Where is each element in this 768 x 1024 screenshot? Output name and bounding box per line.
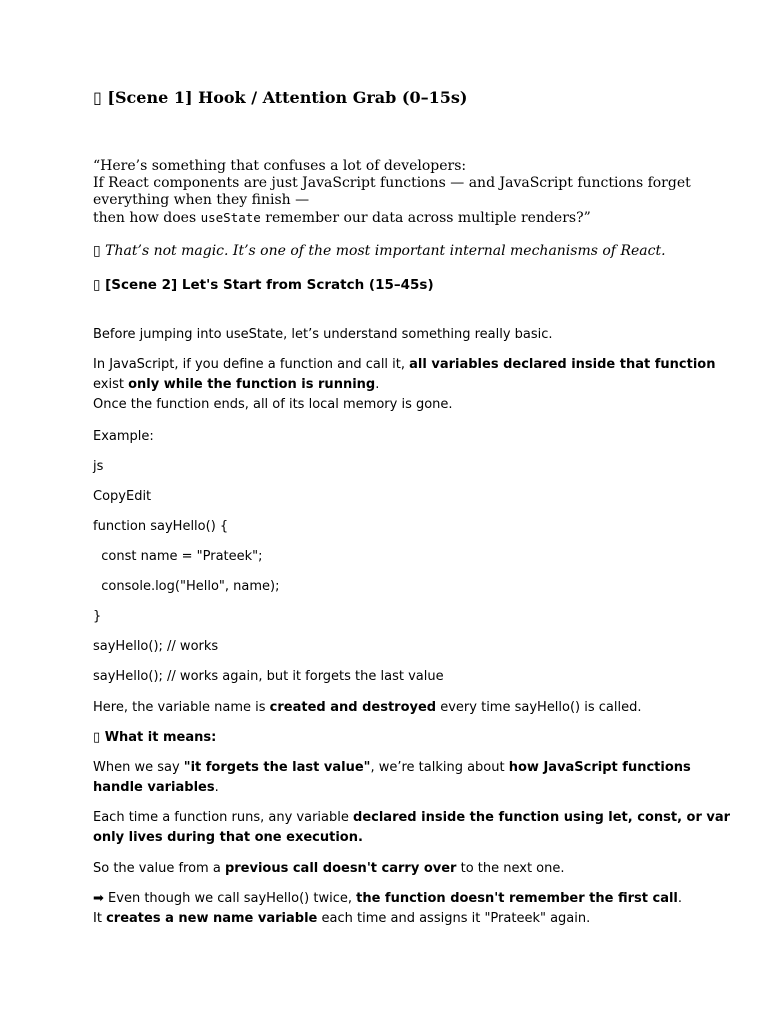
- paragraph-created-destroyed: [93, 698, 642, 718]
- what-it-means-title: What it means:: [104, 730, 217, 745]
- quote-line-2: If React components are just JavaScript functions — and JavaScript functions forget: [93, 175, 691, 191]
- bold-run: declared inside the function using let, const, or var: [353, 810, 731, 825]
- text-run: When we say: [93, 760, 184, 775]
- text-run: Once the function ends, all of its local memory is gone.: [93, 397, 453, 412]
- bold-run: only lives during that one execution.: [93, 830, 363, 845]
- text-run: .: [214, 780, 219, 795]
- quote-line-1: “Here’s something that confuses a lot of developers:: [93, 158, 467, 174]
- bold-run: all variables declared inside that function: [409, 357, 716, 372]
- paragraph-local-variables: [93, 355, 715, 415]
- magic-text: That’s not magic. It’s one of the most important internal mechanisms of React.: [105, 243, 666, 259]
- quote-line-4-pre: then how does: [93, 210, 201, 226]
- scene1-heading: [93, 88, 467, 107]
- placeholder-glyph-icon: ▯: [93, 88, 102, 107]
- paragraph-twice: [93, 889, 682, 929]
- what-it-means-heading: [93, 728, 216, 748]
- text-run: Even though we call sayHello() twice,: [103, 891, 357, 906]
- placeholder-glyph-icon: ▯: [93, 243, 101, 259]
- paragraph-intro: Before jumping into useState, let’s understand something really basic.: [93, 327, 553, 342]
- copy-edit-label[interactable]: CopyEdit: [93, 489, 152, 504]
- text-run: .: [677, 891, 683, 906]
- text-run: So the value from a: [93, 861, 225, 876]
- bold-run: previous call doesn't carry over: [224, 861, 457, 876]
- hook-quote: [93, 158, 691, 227]
- inline-code-usestate: useState: [200, 210, 261, 225]
- text-run: to the next one.: [456, 861, 565, 876]
- right-arrow-icon: ➡: [93, 891, 104, 906]
- example-label: Example:: [93, 429, 154, 444]
- scene2-heading: [93, 277, 434, 293]
- scene2-title: [Scene 2] Let's Start from Scratch (15–45s): [105, 277, 434, 293]
- code-line: function sayHello() {: [93, 519, 229, 534]
- paragraph-each-time: [93, 808, 730, 848]
- placeholder-glyph-icon: ▯: [93, 730, 101, 745]
- bold-run: how JavaScript functions: [508, 760, 691, 775]
- text-run: .: [375, 377, 380, 392]
- text-run: each time and assigns it "Prateek" again.: [317, 911, 591, 926]
- placeholder-glyph-icon: ▯: [93, 277, 101, 293]
- code-line: sayHello(); // works: [93, 639, 219, 654]
- text-run: In JavaScript, if you define a function and call it,: [93, 357, 410, 372]
- bold-run: "it forgets the last value": [183, 760, 371, 775]
- text-run: , we’re talking about: [370, 760, 509, 775]
- bold-run: created and destroyed: [269, 700, 437, 715]
- quote-line-3: everything when they finish —: [93, 192, 310, 208]
- bold-run: only while the function is running: [128, 377, 376, 392]
- scene1-title: [Scene 1] Hook / Attention Grab (0–15s): [107, 88, 468, 107]
- code-line: }: [93, 609, 102, 624]
- text-run: It: [93, 911, 107, 926]
- code-line: sayHello(); // works again, but it forgets the last value: [93, 669, 444, 684]
- quote-line-4-post: remember our data across multiple renders?”: [260, 210, 591, 226]
- quote-line-4: [93, 209, 691, 227]
- magic-note: [93, 243, 666, 259]
- code-line: console.log("Hello", name);: [93, 579, 280, 594]
- bold-run: handle variables: [93, 780, 215, 795]
- text-run: Here, the variable name is: [93, 700, 270, 715]
- text-run: Each time a function runs, any variable: [93, 810, 354, 825]
- text-run: exist: [93, 377, 129, 392]
- code-line: const name = "Prateek";: [93, 549, 263, 564]
- paragraph-carry-over: [93, 859, 565, 879]
- paragraph-forgets: [93, 758, 691, 798]
- bold-run: creates a new name variable: [106, 911, 318, 926]
- text-run: every time sayHello() is called.: [436, 700, 642, 715]
- code-language-label: js: [93, 459, 104, 474]
- bold-run: the function doesn't remember the first call: [356, 891, 678, 906]
